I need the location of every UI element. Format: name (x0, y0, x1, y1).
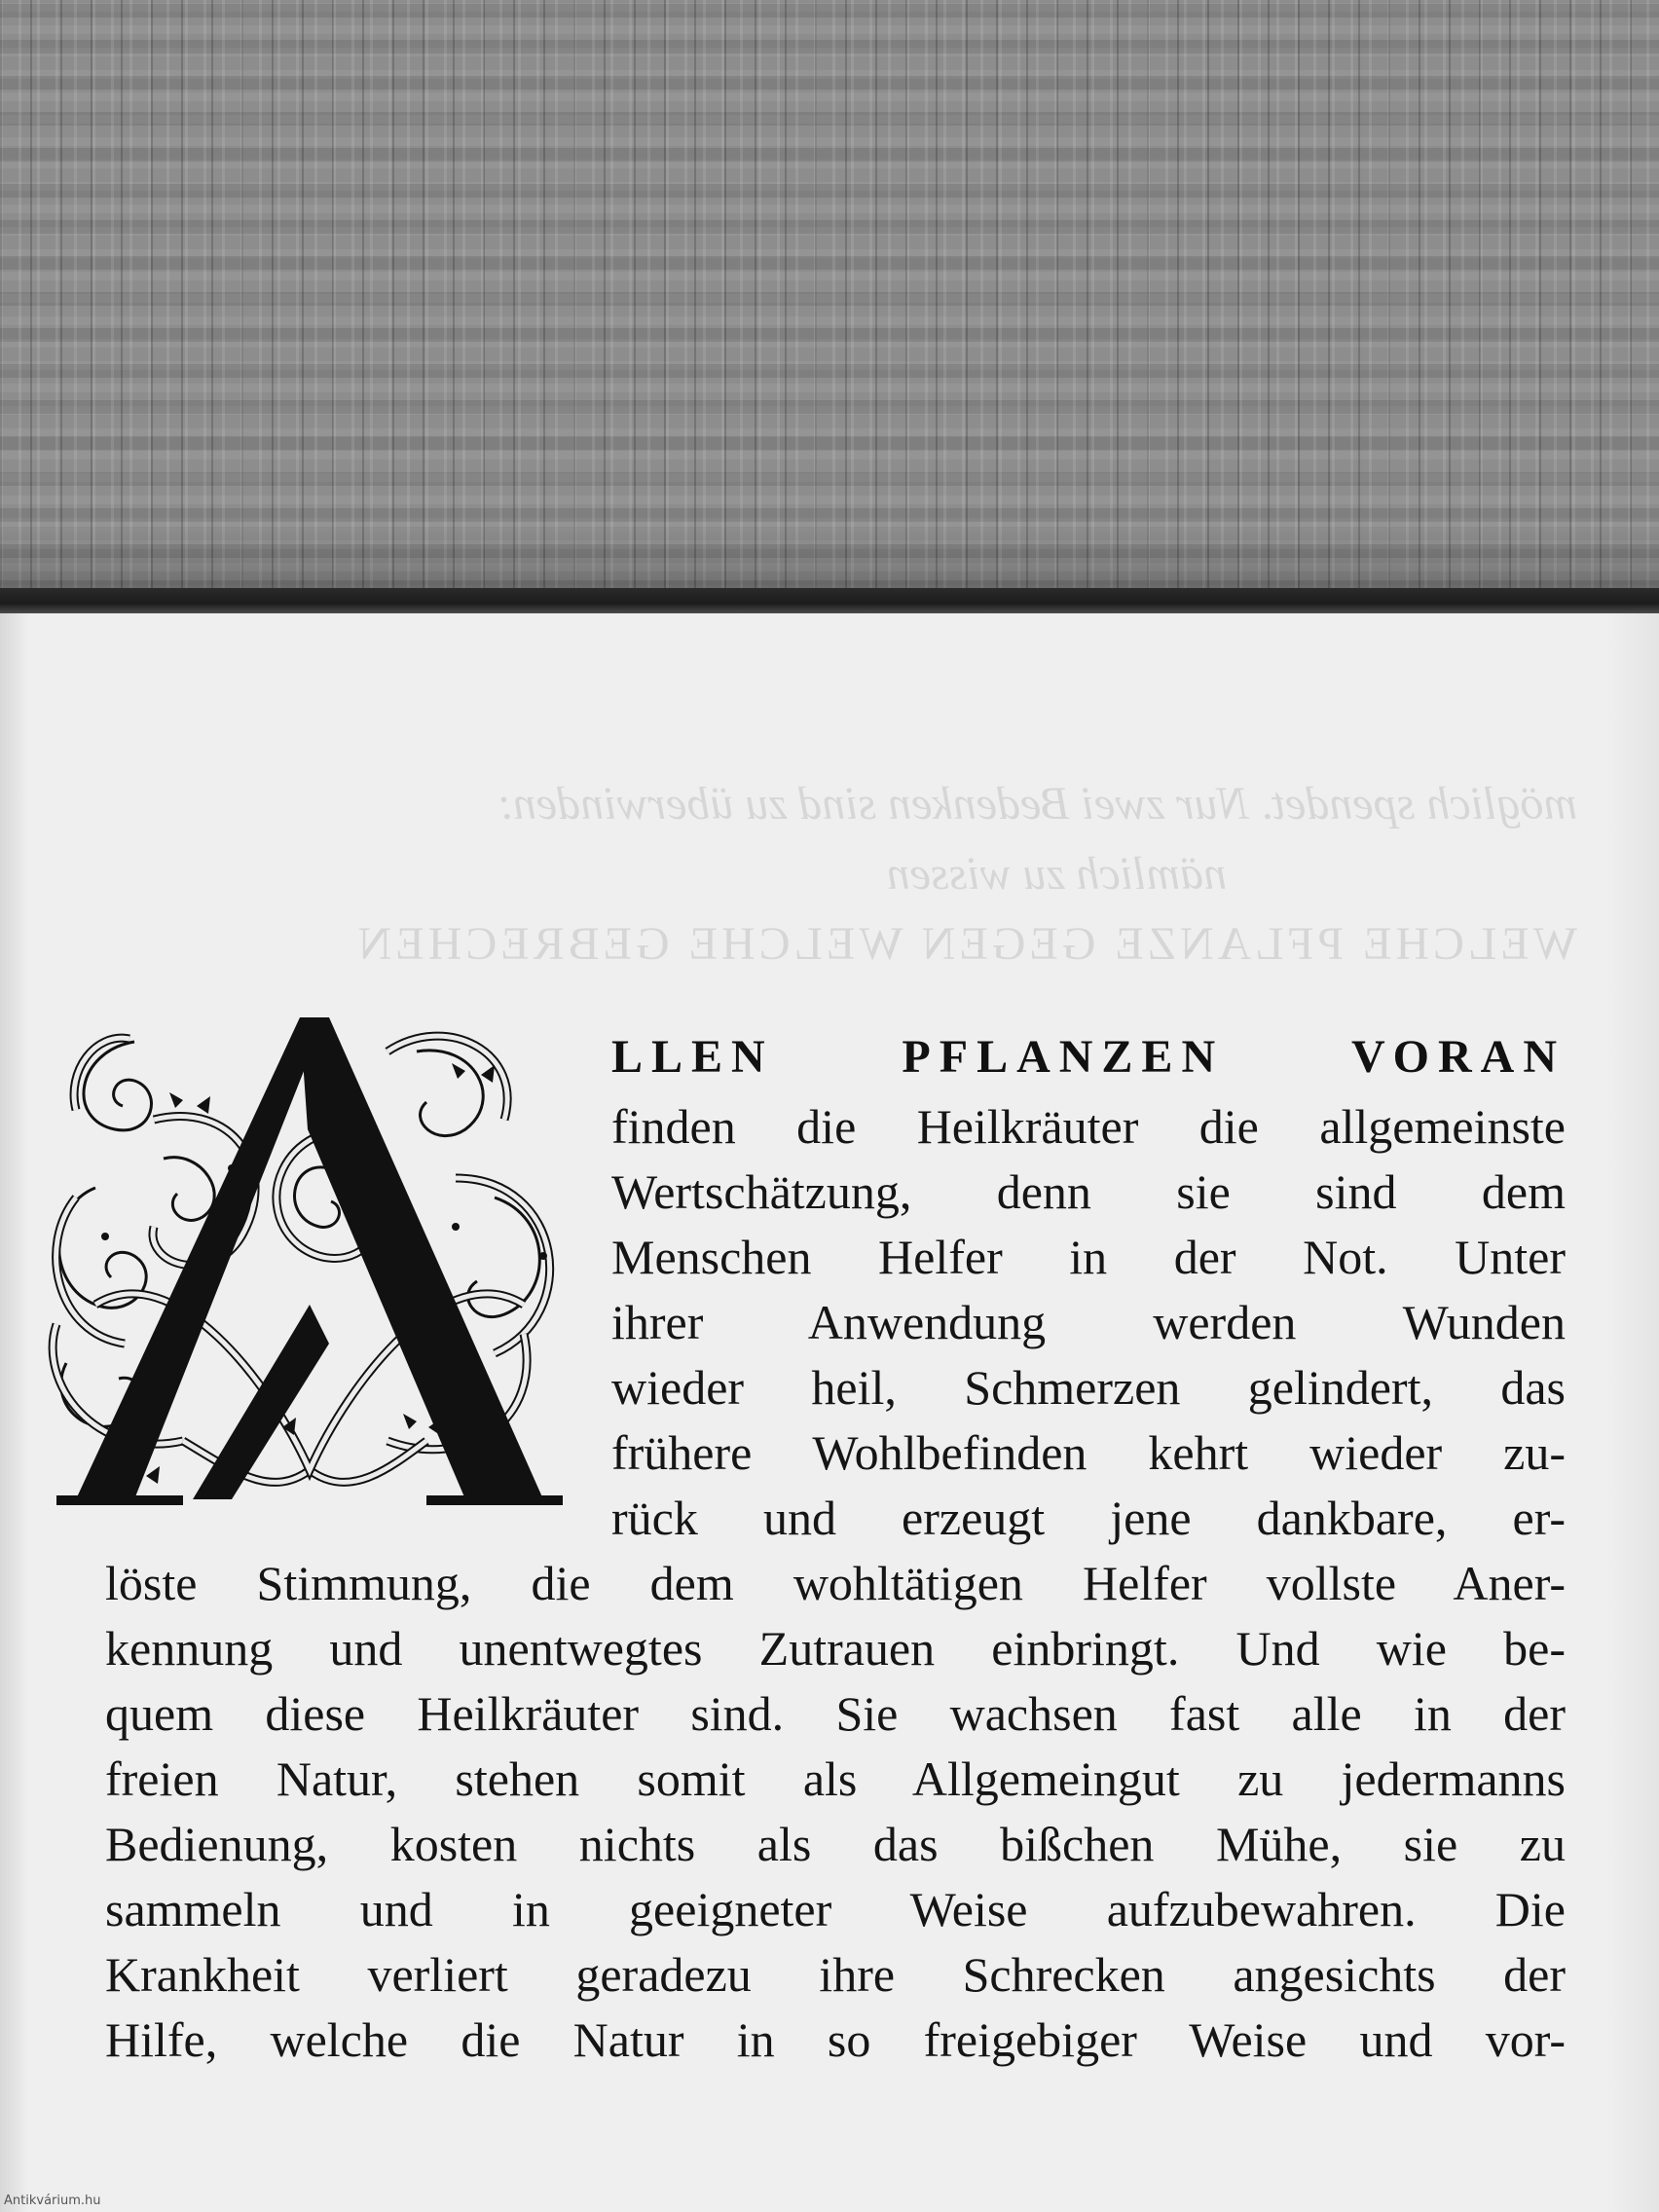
bleed-line: nämlich zu wissen (886, 848, 1227, 900)
bleed-through-text (97, 769, 1577, 979)
page-shadow (0, 526, 1659, 594)
text-line: wieder heil, Schmerzen gelindert, das (611, 1360, 1566, 1415)
watermark: Antikvárium.hu (4, 2194, 101, 2208)
text-line: frühere Wohlbefinden kehrt wieder zu- (611, 1425, 1566, 1480)
text-line: freien Natur, stehen somit als Allgemeingut zu jedermanns (105, 1751, 1566, 1806)
text-line: Bedienung, kosten nichts als das bißchen Mühe, sie zu (105, 1817, 1566, 1871)
ornamental-initial-a (37, 1013, 582, 1519)
text-line: Krankheit verliert geradezu ihre Schrecken angesichts der (105, 1947, 1566, 2002)
text-line: kennung und unentwegtes Zutrauen einbringt. Und wie be- (105, 1621, 1566, 1676)
bleed-line: WELCHE PFLANZE GEGEN WELCHE GEBRECHEN (353, 918, 1577, 970)
text-line: löste Stimmung, die dem wohltätigen Helfer vollste Aner- (105, 1556, 1566, 1610)
text-line: rück und erzeugt jene dankbare, er- (611, 1491, 1566, 1545)
text-line: Menschen Helfer in der Not. Unter (611, 1230, 1566, 1284)
background-surface (0, 0, 1659, 594)
book-cover-edge (0, 588, 1659, 613)
bleed-line: möglich spendet. Nur zwei Bedenken sind zu überwinden: (497, 778, 1577, 830)
text-line: finden die Heilkräuter die allgemeinste (611, 1099, 1566, 1154)
text-line: sammeln und in geeigneter Weise aufzubewahren. Die (105, 1882, 1566, 1936)
text-line: ihrer Anwendung werden Wunden (611, 1295, 1566, 1349)
text-line: quem diese Heilkräuter sind. Sie wachsen fast alle in der (105, 1686, 1566, 1741)
text-line: Wertschätzung, denn sie sind dem (611, 1164, 1566, 1219)
text-line: Hilfe, welche die Natur in so freigebiger Weise und vor- (105, 2012, 1566, 2067)
chapter-heading: LLEN PFLANZEN VORAN (611, 1031, 1566, 1083)
